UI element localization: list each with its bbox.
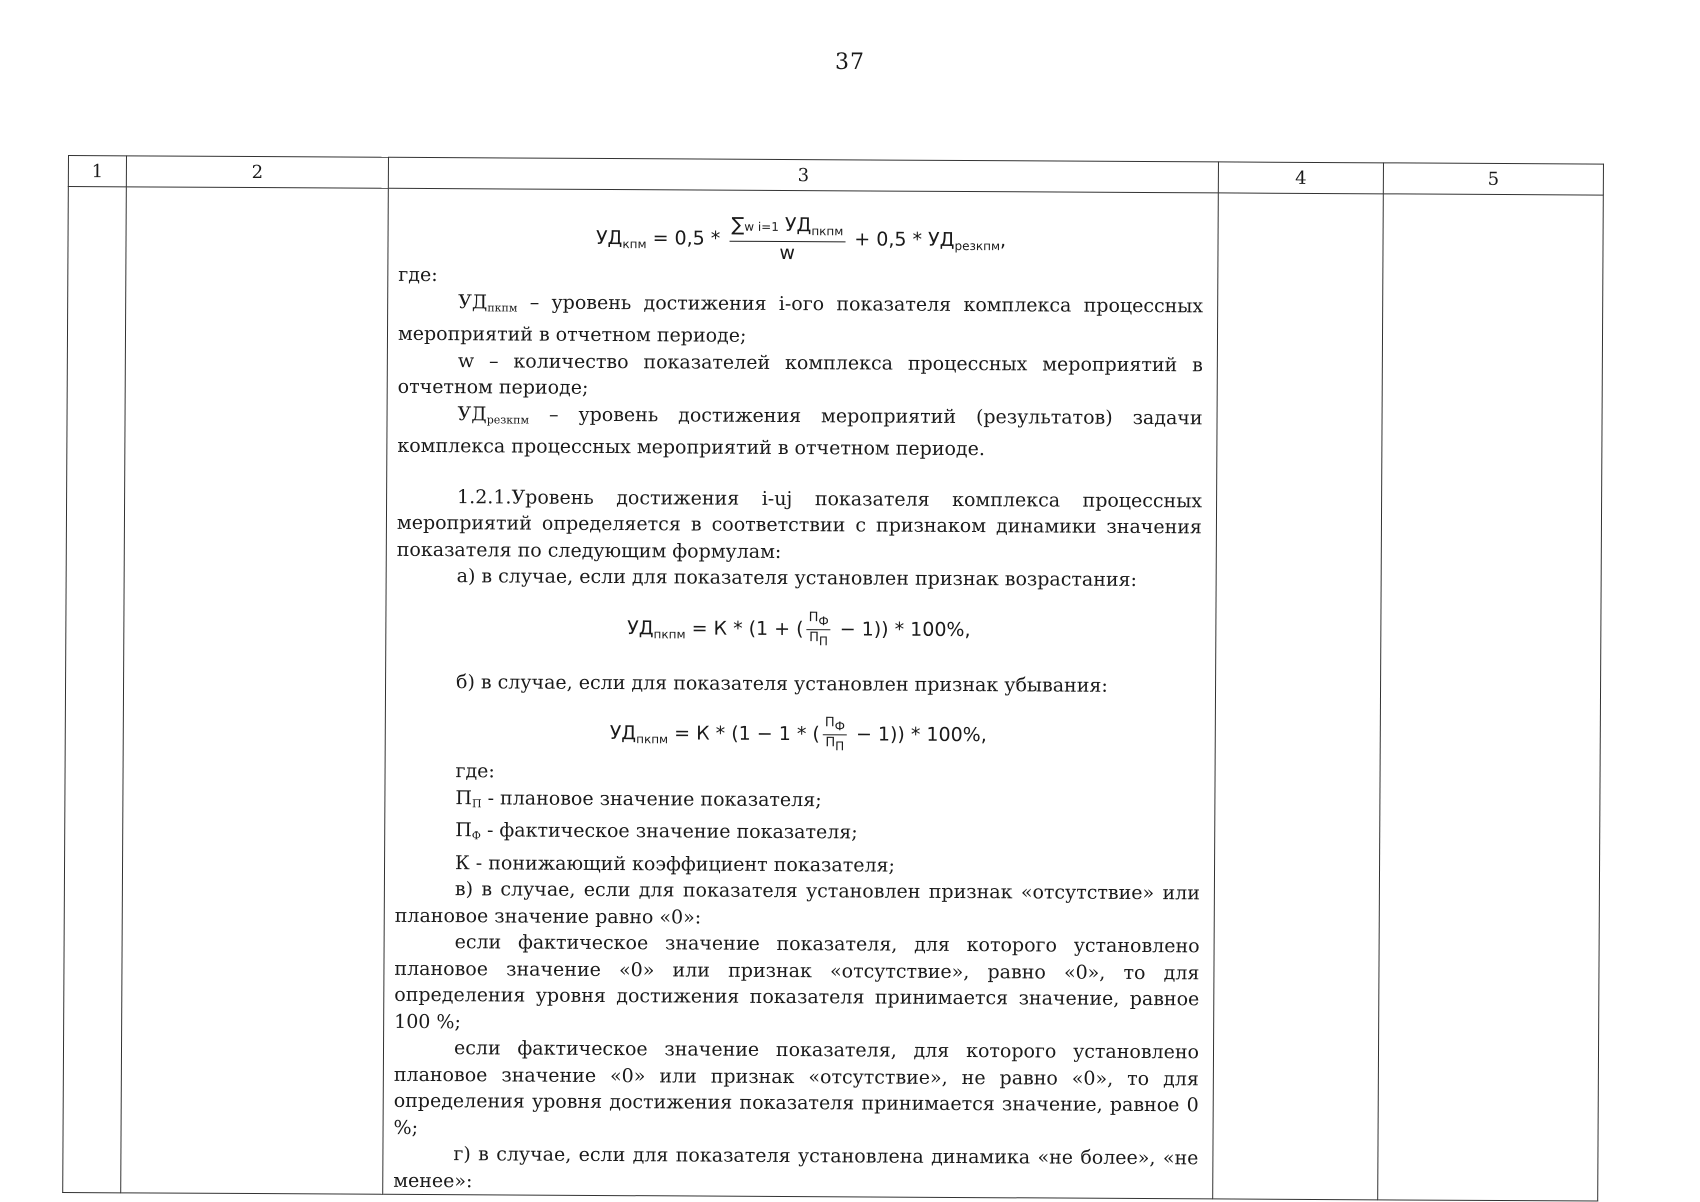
case-a-text: а) в случае, если для показателя установлен признак возрастания:	[456, 565, 1138, 591]
where-label-1: где:	[398, 263, 438, 287]
case-v-text: в) в случае, если для показателя установлен признак «отсутствие» или плановое значение равно «0»:	[394, 878, 1200, 929]
case-v-subcase-1: если фактическое значение показателя, для которого установлено плановое значение «0» или признак «отсутствие», равно «0», то для определения уровня достижения показателя принимается значение, равное 100 %;	[394, 931, 1200, 1033]
cell-col-2	[121, 187, 389, 1194]
cell-col-4	[1213, 193, 1384, 1200]
case-v-subcase-2: если фактическое значение показателя, для которого установлено плановое значение «0» или признак «отсутствие», не равно «0», то для определения уровня достижения показателя принимается значение, равное 0 %;	[393, 1037, 1200, 1139]
definition-udrezkpm: УДрезкпм – уровень достижения мероприятий (результатов) задачи комплекса процессных мероприятий в отчетном периоде.	[397, 402, 1203, 461]
column-header-1: 1	[68, 156, 126, 187]
case-b-text: б) в случае, если для показателя установлен признак убывания:	[456, 670, 1108, 697]
definition-plan: ПП - плановое значение показателя;	[455, 786, 822, 811]
paragraph-1-2-1: 1.2.1.Уровень достижения i-uj показателя комплекса процессных мероприятий определяется в соответствии с признаком динамики значения показателя по следующим формулам:	[396, 485, 1203, 563]
column-header-4: 4	[1218, 162, 1383, 194]
definition-k: К - понижающий коэффициент показателя;	[454, 851, 896, 877]
column-header-3: 3	[388, 157, 1218, 193]
formula-increase: $УД_{пкпм} = К * (1$ + ( $\frac{ПФ}{ПП}$ − 1)) * 100%,	[627, 609, 971, 648]
where-label-2: где:	[455, 760, 495, 783]
definition-w: w – количество показателей комплекса процессных мероприятий в отчетном периоде;	[397, 349, 1203, 399]
cell-col-1	[63, 187, 127, 1193]
formula-decrease: $УД_{пкпм} = К * (1 - 1$ * ( $\frac{ПФ}{ПП}$ − 1)) * 100%,	[609, 715, 987, 754]
formula-udkpm: $УД_{кпм} = 0,5$ * $\frac{\sum w i=1 УД_{пкпм}}{w}$ + $0,5 * УД_{резкпм}$,	[595, 213, 1007, 265]
table-row	[63, 187, 1604, 1202]
column-header-2: 2	[126, 156, 388, 188]
cell-col-3	[383, 188, 1219, 1199]
definition-fact: ПФ - фактическое значение показателя;	[455, 819, 858, 844]
case-g-text: г) в случае, если для показателя установлена динамика «не более», «не менее»:	[393, 1143, 1199, 1192]
page-number: 37	[835, 50, 865, 75]
column-header-5: 5	[1383, 163, 1603, 195]
formula-fraction: $\frac{\sum w i=1 УД_{пкпм}}{w}$	[729, 215, 845, 265]
definition-udpkpm: УДпкпм – уровень достижения i-ого показателя комплекса процессных мероприятий в отчетном периоде;	[397, 290, 1204, 347]
cell-col-5	[1378, 194, 1604, 1201]
document-table	[62, 155, 1604, 1202]
